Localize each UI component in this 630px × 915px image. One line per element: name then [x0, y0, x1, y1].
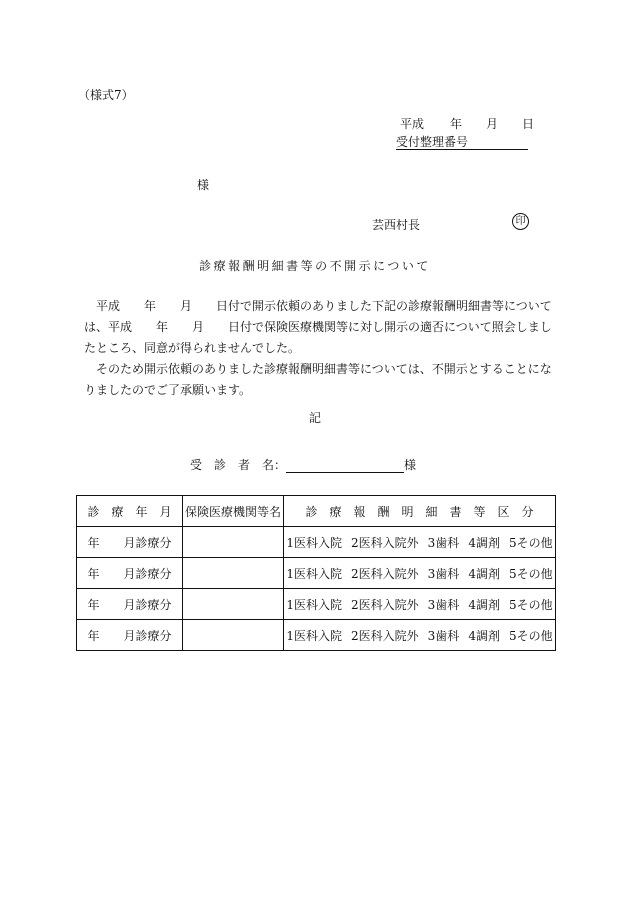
reception-label: 受付整理番号 — [396, 135, 469, 149]
body-text — [84, 296, 554, 401]
row-period: 年 月診療分 — [77, 527, 183, 558]
category-5: 5その他 — [508, 535, 553, 550]
addressee-suffix: 様 — [197, 178, 210, 192]
row-categories — [284, 620, 556, 651]
category-2: 2医科入院外 — [351, 597, 419, 612]
row-institution[interactable] — [183, 558, 284, 589]
patient-name-field[interactable] — [286, 460, 404, 473]
category-1: 1医科入院 — [286, 535, 343, 550]
table-row — [77, 620, 556, 651]
category-1: 1医科入院 — [286, 628, 343, 643]
category-5: 5その他 — [508, 597, 553, 612]
row-institution[interactable] — [183, 620, 284, 651]
ki-heading: 記 — [308, 411, 321, 425]
header-period: 診 療 年 月 — [77, 496, 183, 527]
table-row — [77, 527, 556, 558]
row-categories — [284, 558, 556, 589]
category-5: 5その他 — [508, 628, 553, 643]
category-3: 3歯科 — [427, 566, 460, 581]
header-category: 診 療 報 酬 明 細 書 等 区 分 — [284, 496, 556, 527]
header-institution: 保険医療機関等名 — [183, 496, 284, 527]
category-3: 3歯科 — [427, 597, 460, 612]
table-row — [77, 558, 556, 589]
sender-name: 芸西村長 — [372, 218, 421, 232]
row-categories — [284, 589, 556, 620]
date-day: 日 — [522, 117, 535, 131]
form-number: （様式7） — [78, 88, 134, 102]
category-4: 4調剤 — [468, 628, 500, 643]
category-2: 2医科入院外 — [351, 628, 419, 643]
body-paragraph-1: 平成 年 月 日付で開示依頼のありました下記の診療報酬明細書等については、平成 年 月 日付で保険医療機関等に対し開示の適否について照会しましたところ、同意が得られませんでした。 — [84, 299, 552, 355]
date-era: 平成 — [400, 117, 425, 131]
category-4: 4調剤 — [468, 535, 500, 550]
reception-value-field[interactable] — [468, 137, 528, 150]
patient-suffix: 様 — [404, 458, 417, 472]
date-month: 月 — [486, 117, 499, 131]
reception-number — [396, 133, 528, 150]
row-period: 年 月診療分 — [77, 589, 183, 620]
category-1: 1医科入院 — [286, 566, 343, 581]
table-header-row — [77, 496, 556, 527]
seal-mark: 印 — [512, 213, 529, 230]
category-1: 1医科入院 — [286, 597, 343, 612]
row-categories — [284, 527, 556, 558]
document-title: 診療報酬明細書等の不開示について — [199, 259, 431, 273]
table-row — [77, 589, 556, 620]
date-year: 年 — [450, 117, 463, 131]
patient-label: 受 診 者 名： — [190, 458, 287, 472]
category-4: 4調剤 — [468, 566, 500, 581]
category-2: 2医科入院外 — [351, 566, 419, 581]
body-paragraph-2: そのため開示依頼のありました診療報酬明細書等については、不開示とすることになりましたのでご了承願います。 — [84, 362, 552, 397]
date-line — [400, 115, 534, 132]
row-period: 年 月診療分 — [77, 620, 183, 651]
category-3: 3歯科 — [427, 535, 460, 550]
detail-table — [76, 495, 556, 651]
category-4: 4調剤 — [468, 597, 500, 612]
category-5: 5その他 — [508, 566, 553, 581]
category-3: 3歯科 — [427, 628, 460, 643]
category-2: 2医科入院外 — [351, 535, 419, 550]
row-institution[interactable] — [183, 589, 284, 620]
row-period: 年 月診療分 — [77, 558, 183, 589]
row-institution[interactable] — [183, 527, 284, 558]
patient-line — [190, 456, 416, 473]
